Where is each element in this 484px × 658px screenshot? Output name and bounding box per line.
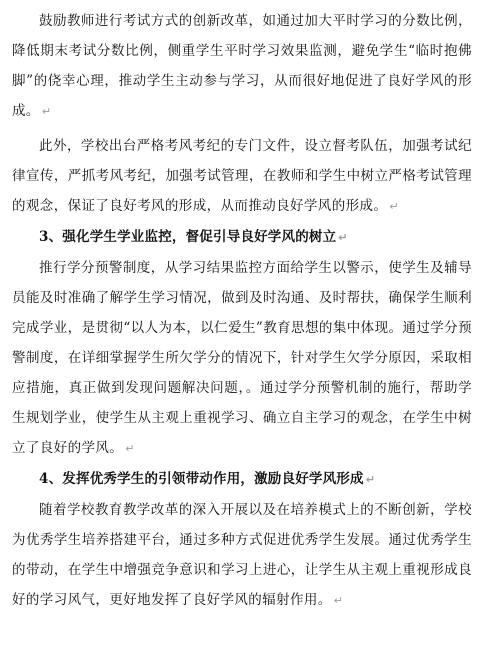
section-heading-4 (12, 464, 472, 495)
paragraph-text: 此外，学校出台严格考风考纪的专门文件，设立督考队伍，加强考试纪律宣传，严抓考风考纪，加强考试管理，在教师和学生中树立严格考试管理的观念，保证了良好考风的形成，从而推动良好学风的形成。 (12, 138, 472, 214)
paragraph-mark-icon: ↵ (333, 594, 344, 607)
heading-text: 3、强化学生学业监控，督促引导良好学风的树立 (39, 229, 337, 245)
paragraph-text: 推行学分预警制度，从学习结果监控方面给学生以警示，使学生及辅导员能及时准确了解学生学习情况，做到及时沟通、及时帮扶，确保学生顺利完成学业，是贯彻“以人为本，以仁爱生”教育思想的集中体现。通过学分预警制度，在详细掌握学生所欠学分的情况下，针对学生欠学分原因，采取相应措施，真正做到发现问题解决问题，。通过学分预警机制的施行，帮助学生规划学业，使学生从主观上重视学习、确立自主学习的观念，在学生中树立了良好的学风。 (12, 260, 472, 456)
paragraph-text: 随着学校教育教学改革的深入开展以及在培养模式上的不断创新，学校为优秀学生培养搭建平台，通过多种方式促进优秀学生发展。通过优秀学生的带动，在学生中增强竞争意识和学习上进心，让学生从主观上重视形成良好的学习风气，更好地发挥了良好学风的辐射作用。 (12, 502, 472, 608)
paragraph-mark-icon: ↵ (365, 473, 376, 486)
paragraph-mark-icon: ↵ (125, 442, 135, 455)
paragraph-mark-icon: ↵ (41, 105, 52, 118)
section-heading-3 (12, 222, 472, 253)
paragraph-text: 鼓励教师进行考试方式的创新改革，如通过加大平时学习的分数比例，降低期末考试分数比例，侧重学生平时学习效果监测，避免学生“临时抱佛脚”的侥幸心理，推动学生主动参与学习，从而很好地促进了良好学风的形成。 (12, 13, 472, 119)
paragraph-exam-discipline (12, 131, 472, 222)
heading-text: 4、发挥优秀学生的引领带动作用，激励良好学风形成 (39, 471, 364, 487)
paragraph-mark-icon: ↵ (338, 231, 348, 244)
paragraph-outstanding-students (12, 495, 472, 616)
paragraph-credit-warning (12, 253, 472, 464)
paragraph-mark-icon: ↵ (389, 200, 399, 213)
paragraph-exam-reform (12, 6, 472, 127)
